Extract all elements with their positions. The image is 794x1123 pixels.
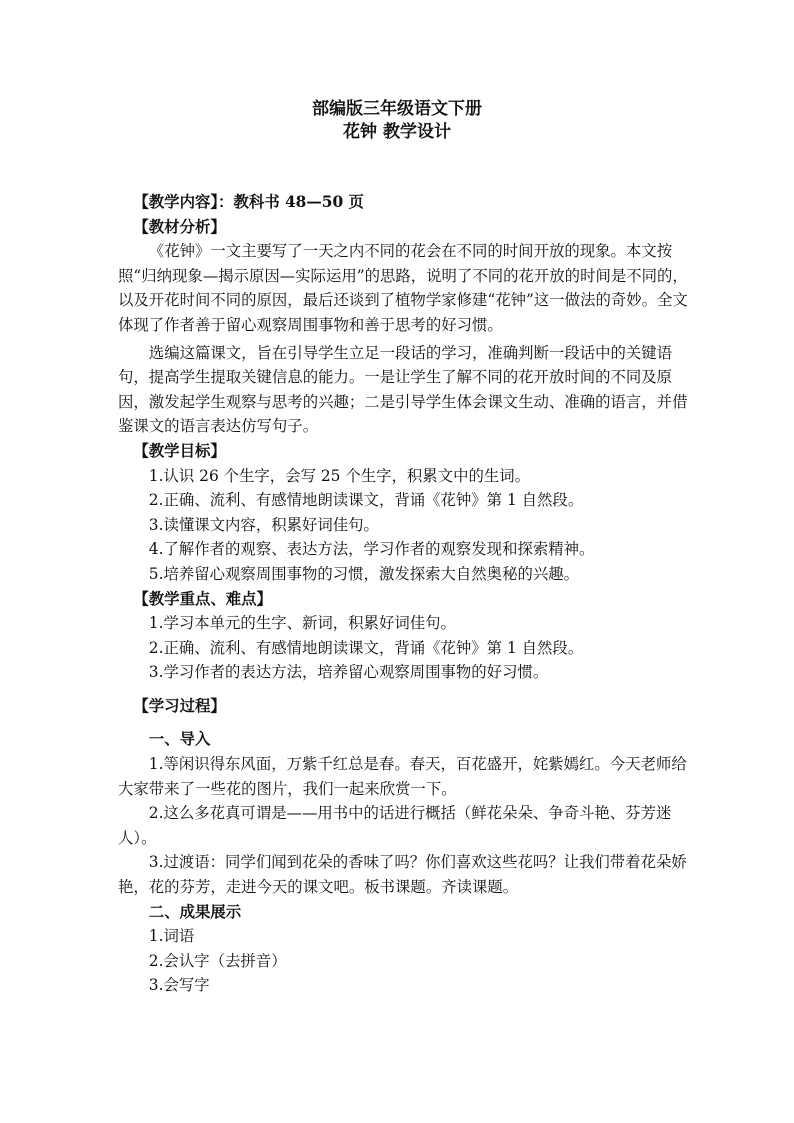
results-item: 1.词语	[148, 927, 195, 946]
document-body	[118, 190, 691, 998]
goal-item: 4.了解作者的观察、表达方法，学习作者的观察发现和探索精神。	[148, 540, 595, 559]
key-point-item: 3.学习作者的表达方法，培养留心观察周围事物的好习惯。	[148, 663, 549, 682]
analysis-paragraph: 《花钟》一文主要写了一天之内不同的花会在不同的时间开放的现象。本文按照“归纳现象—揭示原因—实际运用”的思路，说明了不同的花开放的时间是不同的，以及开花时间不同的原因，最后还谈到了植物学家修建“花钟”这一做法的奇妙。全文体现了作者善于留心观察周围事物和善于思考的好习惯。	[118, 242, 688, 334]
process-heading: 【学习过程】	[133, 696, 226, 715]
section-heading-intro: 一、导入	[148, 730, 211, 749]
goal-item: 5.培养留心观察周围事物的习惯，激发探索大自然奥秘的兴趣。	[148, 564, 580, 583]
lesson-title: 花钟 教学设计	[343, 122, 451, 142]
results-item: 2.会认字（去拼音）	[148, 951, 287, 970]
intro-item: 3.过渡语：同学们闻到花朵的香味了吗？你们喜欢这些花吗？让我们带着花朵娇艳，花的芬芳，走进今天的课文吧。板书课题。齐读课题。	[118, 853, 687, 897]
goals-heading: 【教学目标】	[133, 441, 226, 460]
section-heading-results: 二、成果展示	[148, 902, 242, 921]
goal-item: 2.正确、流利、有感情地朗读课文，背诵《花钟》第 1 自然段。	[148, 491, 584, 510]
teaching-content-line	[118, 190, 691, 215]
intro-item: 2.这么多花真可谓是——用书中的话进行概括（鲜花朵朵、争奇斗艳、芬芳迷人）。	[118, 804, 672, 847]
goal-item: 1.认识 26 个生字，会写 25 个生字，积累文中的生词。	[148, 466, 531, 485]
teaching-content-value: ：教科书 48—50 页	[218, 193, 364, 211]
key-points-heading: 【教学重点、难点】	[133, 589, 272, 608]
analysis-paragraph: 选编这篇课文，旨在引导学生立足一段话的学习，准确判断一段话中的关键语句，提高学生提取关键信息的能力。一是让学生了解不同的花开放时间的不同及原因，激发起学生观察与思考的兴趣；二是引导学生体会课文生动、准确的语言，并借鉴课文的语言表达仿写句子。	[118, 343, 688, 436]
analysis-heading: 【教材分析】	[133, 217, 226, 236]
results-item: 3.会写字	[148, 976, 210, 995]
teaching-content-heading: 【教学内容】	[133, 193, 219, 211]
document-title: 部编版三年级语文下册	[312, 99, 482, 119]
key-point-item: 2.正确、流利、有感情地朗读课文，背诵《花钟》第 1 自然段。	[148, 638, 584, 657]
goal-item: 3.读懂课文内容，积累好词佳句。	[148, 515, 379, 534]
key-point-item: 1.学习本单元的生字、新词，积累好词佳句。	[148, 614, 456, 633]
intro-item: 1.等闲识得东风面，万紫千红总是春。春天，百花盛开，姹紫嫣红。今天老师给大家带来了一些花的图片，我们一起来欣赏一下。	[118, 755, 687, 798]
